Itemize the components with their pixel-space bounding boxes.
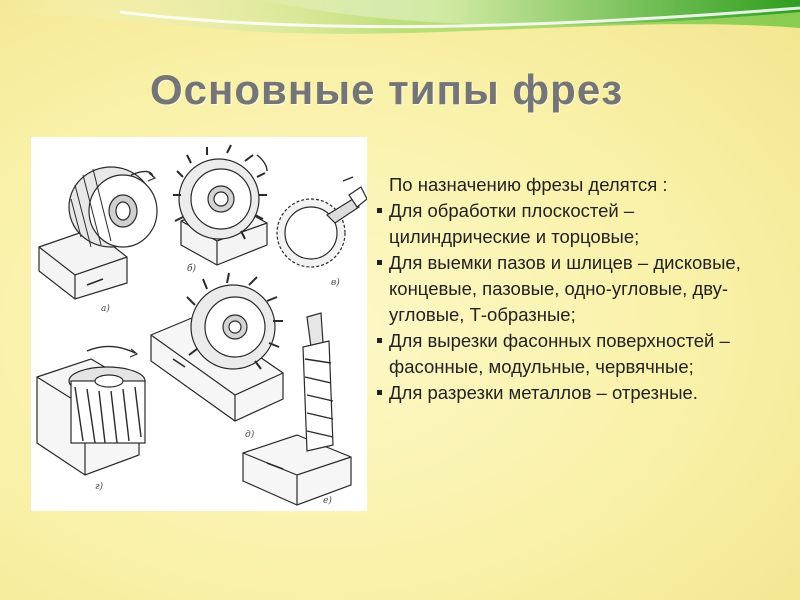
label-v: в)	[331, 278, 340, 288]
slide-title: Основные типы фрез	[150, 66, 624, 113]
label-b: б)	[187, 264, 197, 274]
bullet-icon	[377, 208, 382, 213]
bullet-icon	[377, 338, 382, 343]
face-mill-icon	[37, 346, 145, 475]
content-text	[375, 172, 780, 406]
bullet-text: Для разрезки металлов – отрезные.	[389, 382, 698, 403]
label-a: а)	[101, 304, 110, 314]
milling-cutters-figure	[31, 137, 367, 511]
list-item	[375, 250, 780, 328]
label-g: г)	[95, 482, 104, 492]
intro-text: По назначению фрезы делятся :	[389, 174, 668, 195]
bullet-icon	[377, 260, 382, 265]
list-item	[375, 198, 780, 250]
disk-cutter-icon	[173, 145, 267, 265]
bullet-text: Для вырезки фасонных поверхностей – фасонные, модульные, червячные;	[389, 330, 730, 377]
cylindrical-cutter-icon	[39, 167, 157, 299]
label-d: д)	[245, 430, 255, 440]
slitting-saw-icon	[277, 177, 367, 267]
list-item	[375, 380, 780, 406]
list-item	[375, 328, 780, 380]
bullet-list	[375, 198, 780, 406]
bullet-text: Для выемки пазов и шлицев – дисковые, концевые, пазовые, одно-угловые, дву-угловые, Т-образные;	[389, 252, 741, 325]
slot-cutter-icon	[151, 273, 283, 421]
bullet-text: Для обработки плоскостей – цилиндрические и торцовые;	[389, 200, 640, 247]
bullet-icon	[377, 390, 382, 395]
label-e: е)	[323, 496, 332, 506]
